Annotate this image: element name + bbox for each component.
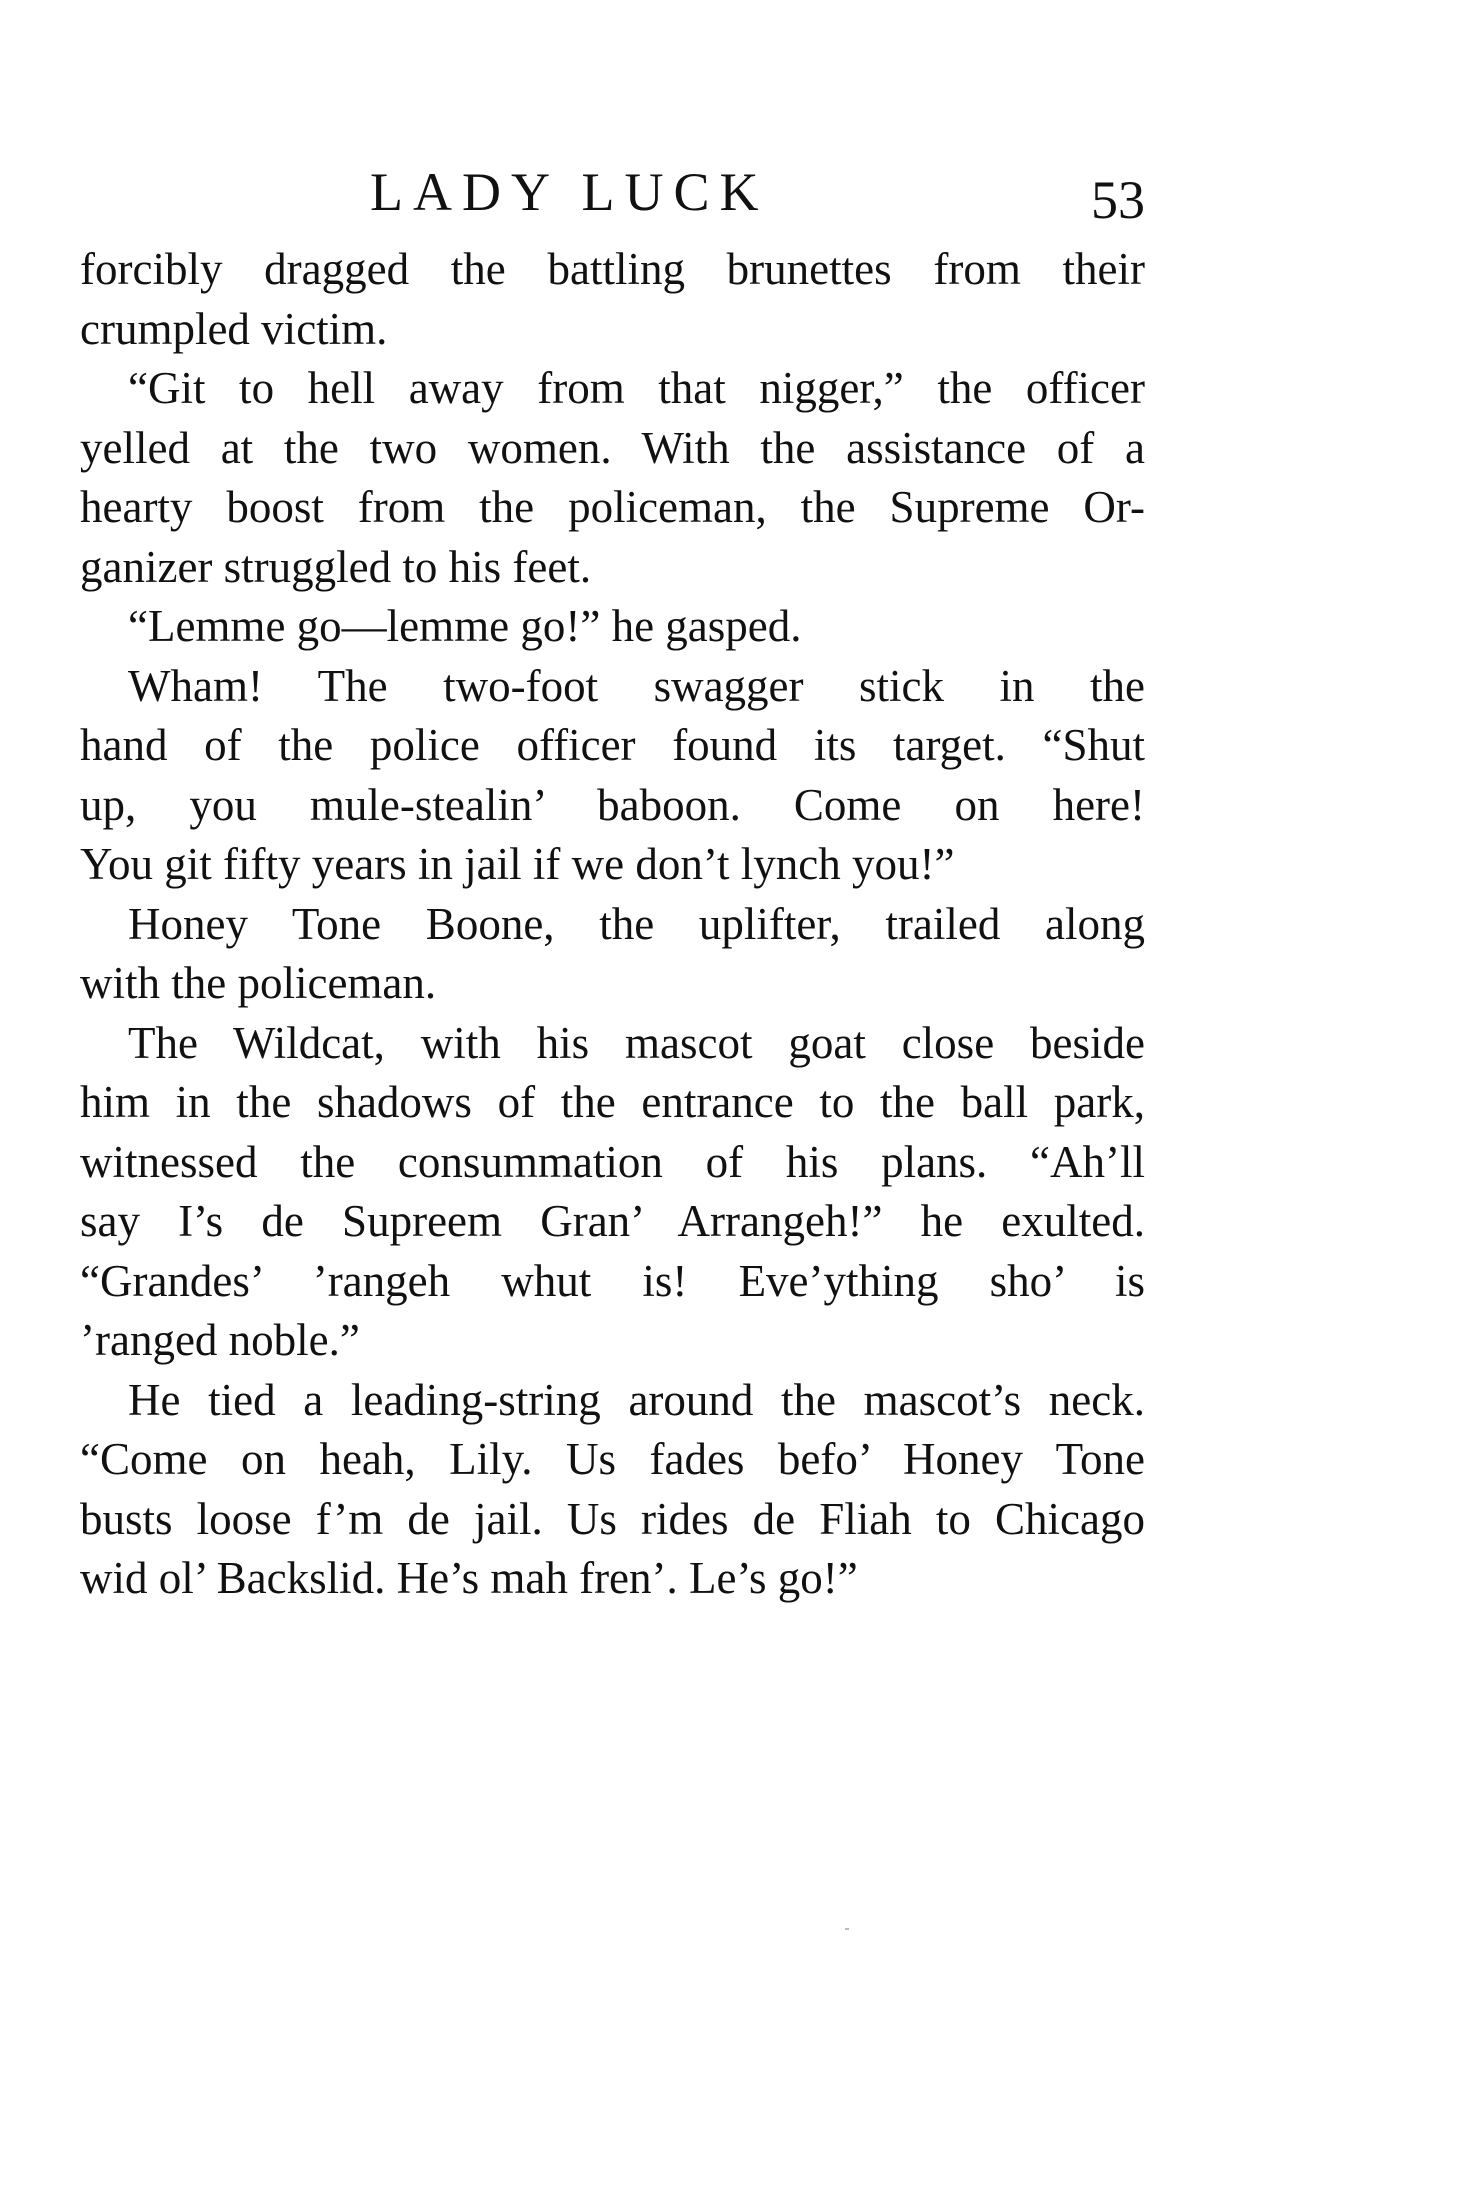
text-line: The Wildcat, with his mascot goat close beside <box>128 1017 1145 1068</box>
text-line: crumpled victim. <box>80 303 388 354</box>
body-text <box>80 240 1145 1609</box>
text-line: busts loose f’m de jail. Us rides de Fliah to Chicago <box>80 1493 1145 1544</box>
text-line: “Grandes’ ’rangeh whut is! Eve’ything sho’ is <box>80 1255 1145 1306</box>
text-line: say I’s de Supreem Gran’ Arrangeh!” he exulted. <box>80 1196 1145 1246</box>
running-title: LADY LUCK <box>370 162 769 222</box>
text-line: hearty boost from the policeman, the Supreme Or- <box>80 482 1145 532</box>
text-line: He tied a leading-string around the mascot’s neck. <box>128 1374 1145 1425</box>
text-line: You git fifty years in jail if we don’t lynch you!” <box>80 839 955 889</box>
text-line: “Git to hell away from that nigger,” the officer <box>128 363 1145 413</box>
text-line: wid ol’ Backslid. He’s mah fren’. Le’s go!” <box>80 1553 858 1603</box>
text-line: with the policeman. <box>80 958 437 1008</box>
text-line: him in the shadows of the entrance to the ball park, <box>80 1077 1145 1127</box>
scan-speck <box>845 1928 849 1930</box>
text-line: hand of the police officer found its target. “Shut <box>80 720 1145 770</box>
text-line: up, you mule-stealin’ baboon. Come on here! <box>80 779 1145 830</box>
text-line: Honey Tone Boone, the uplifter, trailed along <box>128 898 1145 949</box>
text-line: forcibly dragged the battling brunettes from their <box>80 244 1145 294</box>
text-line: yelled at the two women. With the assistance of a <box>80 422 1145 473</box>
text-line: “Come on heah, Lily. Us fades befo’ Honey Tone <box>80 1434 1145 1484</box>
text-line: ganizer struggled to his feet. <box>80 541 592 592</box>
text-line: “Lemme go—lemme go!” he gasped. <box>128 601 802 651</box>
page-number: 53 <box>1091 170 1145 230</box>
text-line: Wham! The two-foot swagger stick in the <box>128 660 1145 711</box>
running-head <box>80 160 1145 240</box>
text-line: witnessed the consummation of his plans. “Ah’ll <box>80 1136 1145 1187</box>
text-line: ’ranged noble.” <box>80 1315 360 1365</box>
